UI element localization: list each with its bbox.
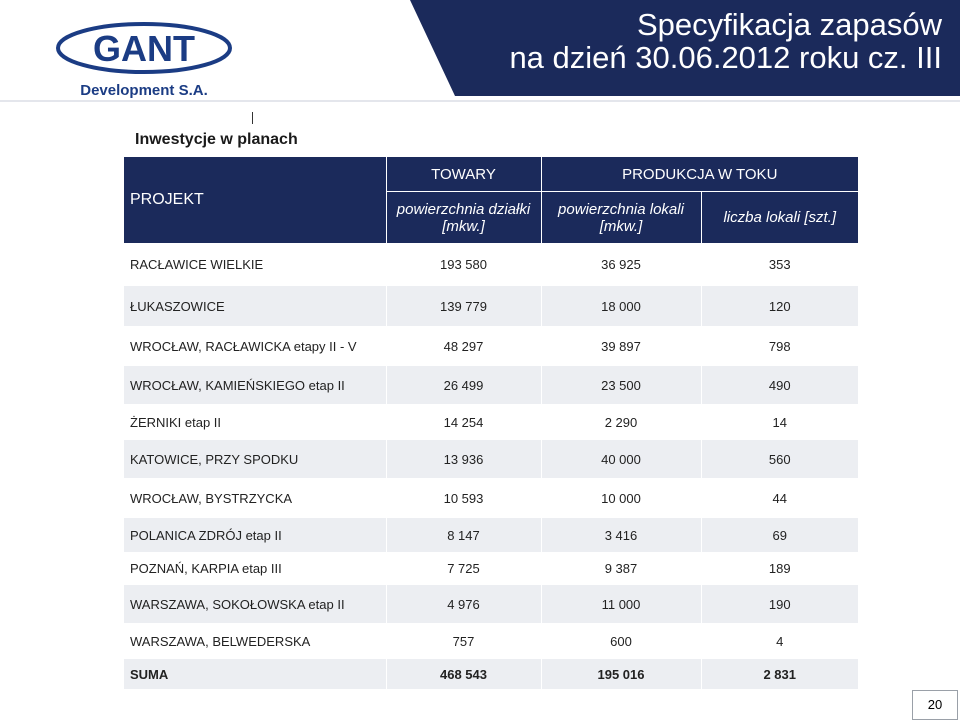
liczba-lokali-cell: 189 <box>701 552 858 585</box>
powierzchnia-dzialki-cell: 26 499 <box>386 366 541 404</box>
liczba-lokali-cell: 490 <box>701 366 858 404</box>
liczba-lokali-cell: 44 <box>701 478 858 518</box>
powierzchnia-dzialki-cell: 4 976 <box>386 585 541 623</box>
project-name-cell: KATOWICE, PRZY SPODKU <box>124 440 386 478</box>
title-line-2: na dzień 30.06.2012 roku cz. III <box>509 40 942 75</box>
table-row <box>124 440 858 478</box>
project-name-cell: WARSZAWA, SOKOŁOWSKA etap II <box>124 585 386 623</box>
divider-tick <box>252 112 253 124</box>
powierzchnia-lokali-cell: 600 <box>541 623 701 659</box>
table-row <box>124 366 858 404</box>
table-row <box>124 623 858 659</box>
powierzchnia-lokali-cell: 39 897 <box>541 326 701 366</box>
header-produkcja: PRODUKCJA W TOKU <box>541 157 858 192</box>
powierzchnia-dzialki-cell: 14 254 <box>386 404 541 440</box>
liczba-lokali-cell: 69 <box>701 518 858 552</box>
powierzchnia-lokali-cell: 2 290 <box>541 404 701 440</box>
logo-subtitle: Development S.A. <box>80 82 208 99</box>
logo-wordmark: GANT <box>93 28 195 69</box>
page-number: 20 <box>912 690 958 720</box>
liczba-lokali-cell: 560 <box>701 440 858 478</box>
powierzchnia-lokali-cell: 11 000 <box>541 585 701 623</box>
powierzchnia-lokali-cell: 36 925 <box>541 243 701 286</box>
project-name-cell: POZNAŃ, KARPIA etap III <box>124 552 386 585</box>
liczba-lokali-cell: 353 <box>701 243 858 286</box>
table-row <box>124 552 858 585</box>
liczba-lokali-cell: 120 <box>701 286 858 326</box>
table-body <box>124 243 858 689</box>
table-sum-row <box>124 659 858 689</box>
powierzchnia-dzialki-cell: 8 147 <box>386 518 541 552</box>
sum-label-cell: SUMA <box>124 659 386 689</box>
section-label: Inwestycje w planach <box>135 131 298 148</box>
liczba-lokali-cell: 4 <box>701 623 858 659</box>
project-name-cell: WROCŁAW, KAMIEŃSKIEGO etap II <box>124 366 386 404</box>
table-row <box>124 326 858 366</box>
project-name-cell: ŁUKASZOWICE <box>124 286 386 326</box>
project-name-cell: ŻERNIKI etap II <box>124 404 386 440</box>
project-name-cell: POLANICA ZDRÓJ etap II <box>124 518 386 552</box>
powierzchnia-lokali-cell: 10 000 <box>541 478 701 518</box>
sum-liczba-cell: 2 831 <box>701 659 858 689</box>
liczba-lokali-cell: 190 <box>701 585 858 623</box>
table-header-group-row <box>124 157 858 192</box>
header-powierzchnia-dzialki: powierzchnia działki [mkw.] <box>386 192 541 244</box>
header-powierzchnia-lokali: powierzchnia lokali [mkw.] <box>541 192 701 244</box>
project-name-cell: WARSZAWA, BELWEDERSKA <box>124 623 386 659</box>
table-row <box>124 518 858 552</box>
liczba-lokali-cell: 798 <box>701 326 858 366</box>
powierzchnia-dzialki-cell: 10 593 <box>386 478 541 518</box>
powierzchnia-dzialki-cell: 48 297 <box>386 326 541 366</box>
powierzchnia-lokali-cell: 18 000 <box>541 286 701 326</box>
title-line-1: Specyfikacja zapasów <box>637 7 942 42</box>
powierzchnia-dzialki-cell: 757 <box>386 623 541 659</box>
company-logo <box>52 22 242 102</box>
project-name-cell: WROCŁAW, RACŁAWICKA etapy II - V <box>124 326 386 366</box>
table-row <box>124 286 858 326</box>
table-row <box>124 243 858 286</box>
project-name-cell: WROCŁAW, BYSTRZYCKA <box>124 478 386 518</box>
powierzchnia-lokali-cell: 40 000 <box>541 440 701 478</box>
powierzchnia-dzialki-cell: 139 779 <box>386 286 541 326</box>
liczba-lokali-cell: 14 <box>701 404 858 440</box>
header-projekt: PROJEKT <box>130 191 204 208</box>
powierzchnia-dzialki-cell: 7 725 <box>386 552 541 585</box>
sum-lokali-cell: 195 016 <box>541 659 701 689</box>
inventory-table <box>124 157 858 689</box>
header-towary: TOWARY <box>386 157 541 192</box>
page-title <box>509 8 942 74</box>
powierzchnia-lokali-cell: 23 500 <box>541 366 701 404</box>
powierzchnia-lokali-cell: 3 416 <box>541 518 701 552</box>
table-row <box>124 585 858 623</box>
gant-logo-icon <box>52 22 242 102</box>
table-row <box>124 404 858 440</box>
project-name-cell: RACŁAWICE WIELKIE <box>124 243 386 286</box>
sum-dzialki-cell: 468 543 <box>386 659 541 689</box>
powierzchnia-lokali-cell: 9 387 <box>541 552 701 585</box>
header-liczba-lokali: liczba lokali [szt.] <box>701 192 858 244</box>
table-row <box>124 478 858 518</box>
powierzchnia-dzialki-cell: 193 580 <box>386 243 541 286</box>
powierzchnia-dzialki-cell: 13 936 <box>386 440 541 478</box>
